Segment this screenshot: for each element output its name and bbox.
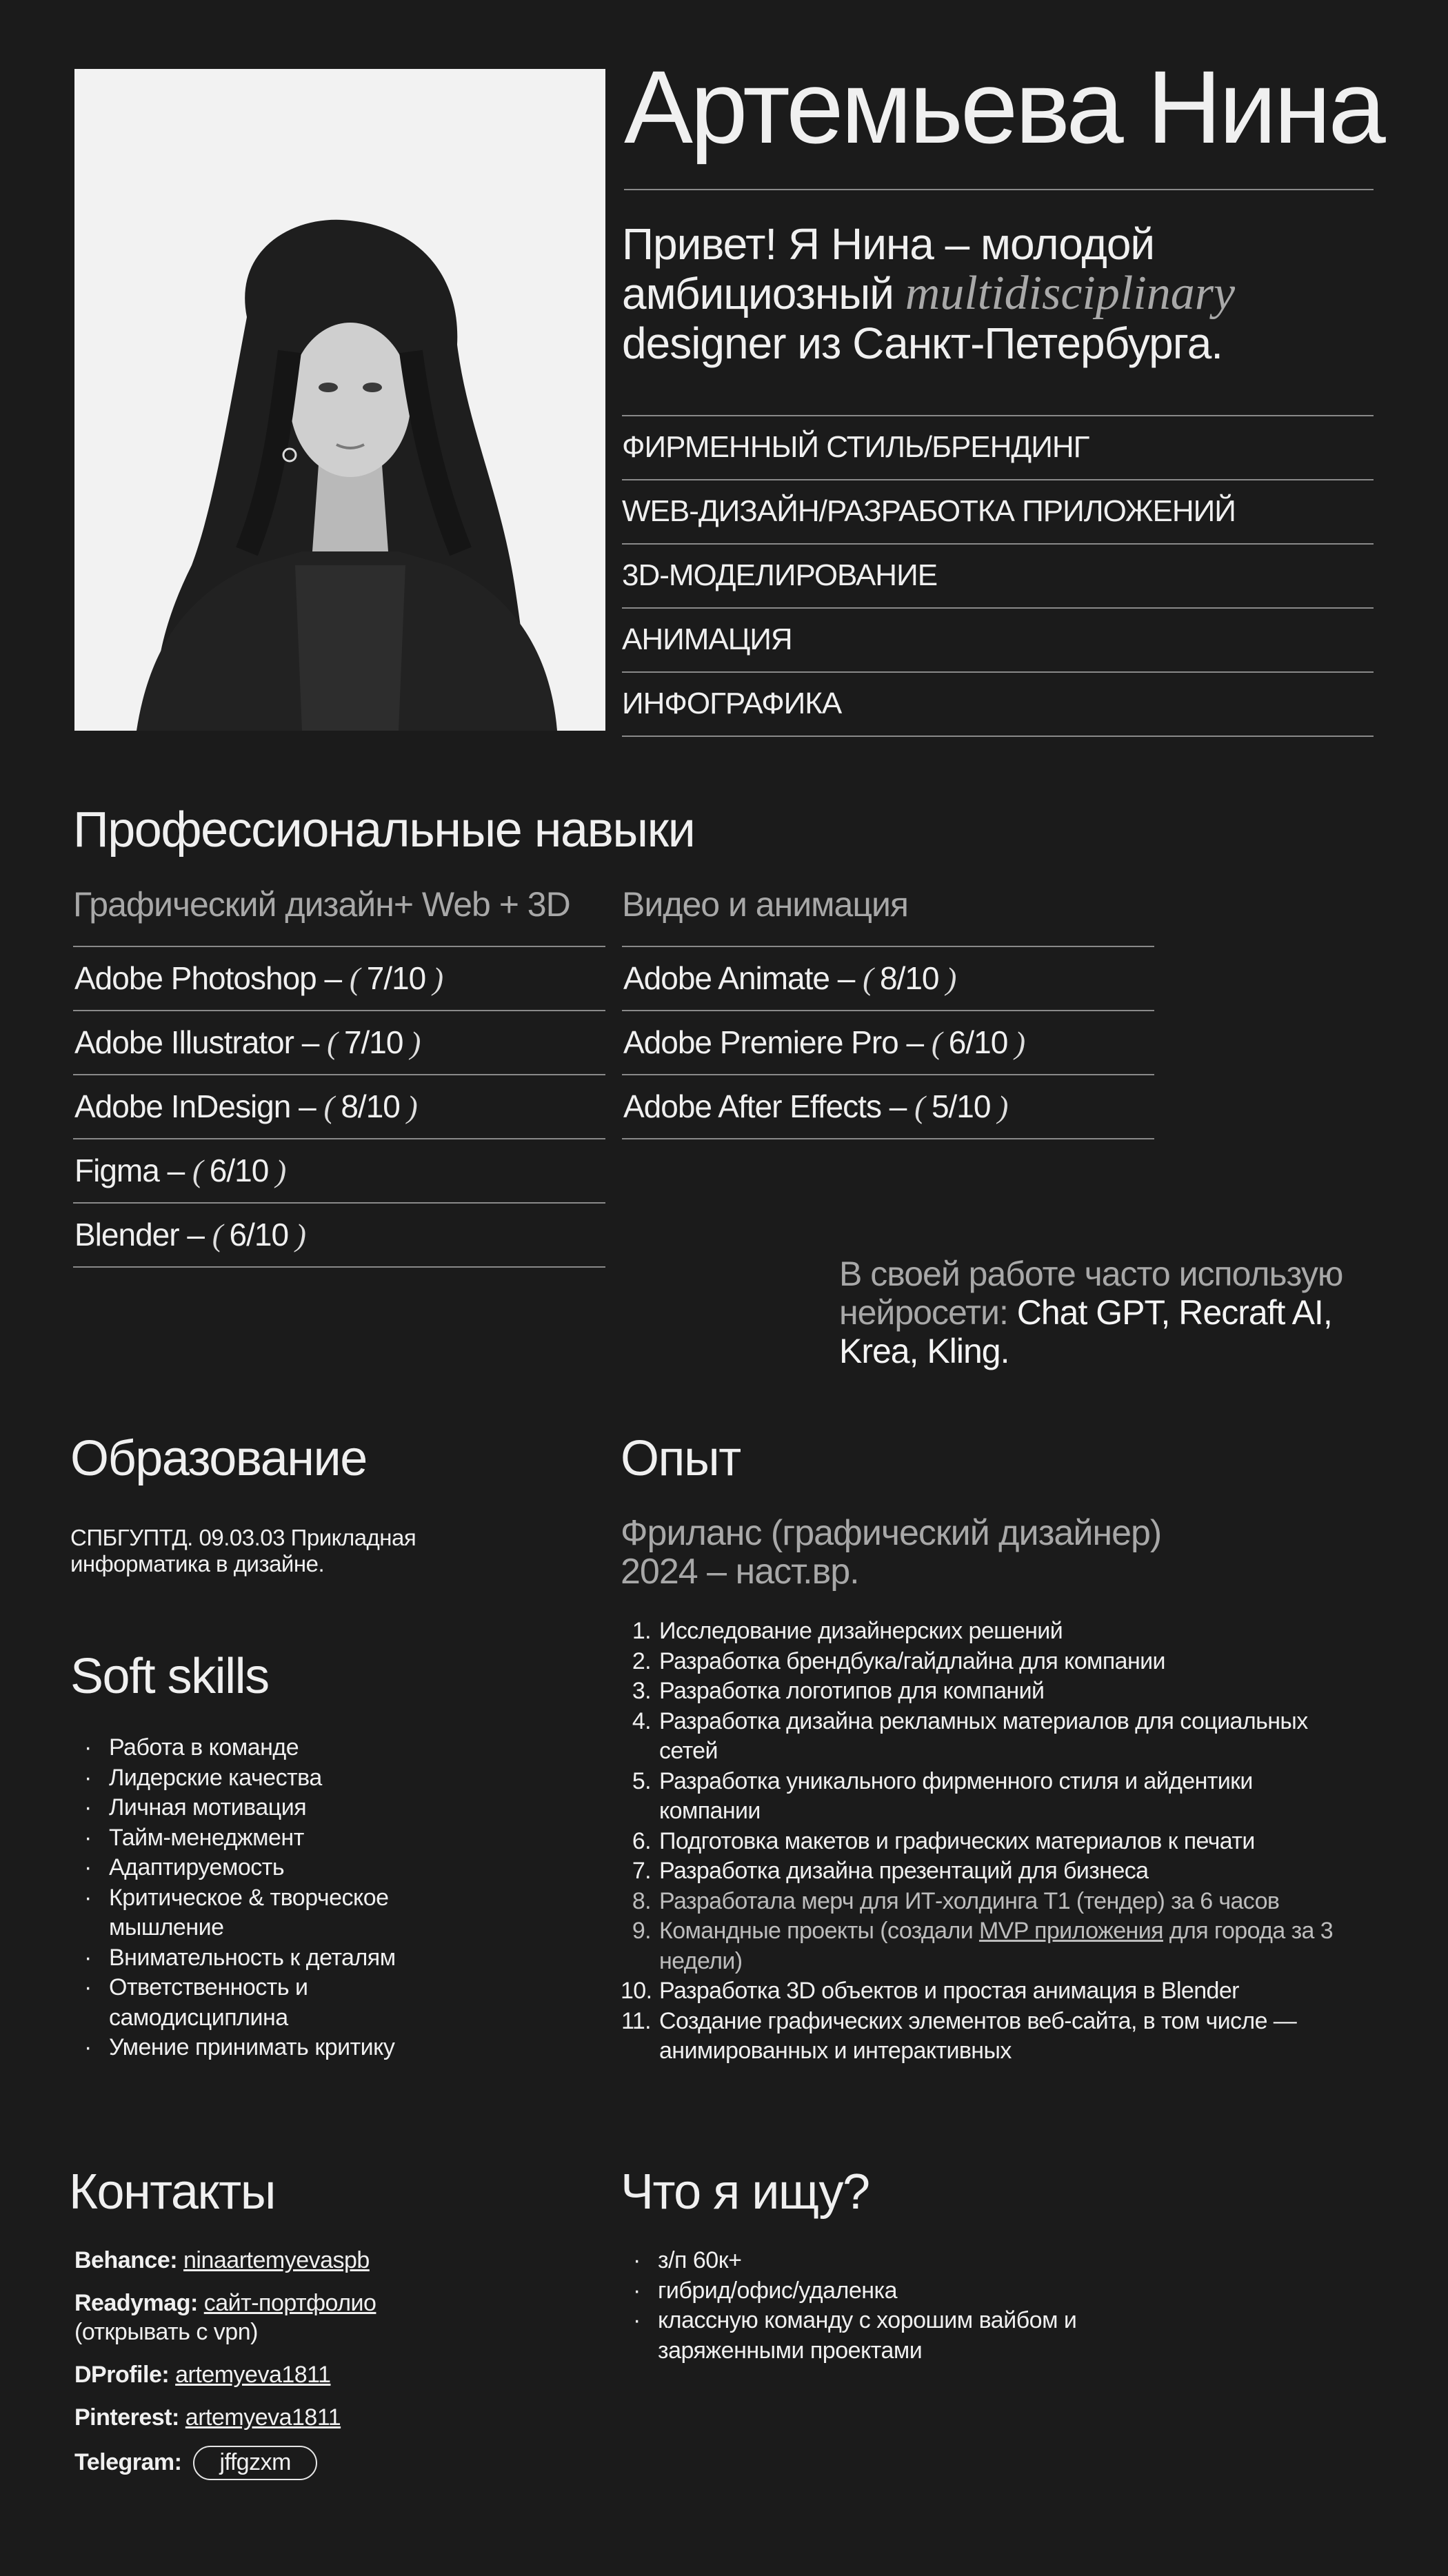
skill-row: Adobe Animate – ( 8/10 )	[622, 946, 1154, 1011]
soft-skills-heading: Soft skills	[70, 1649, 269, 1704]
list-item: 4. Разработка дизайна рекламных материалов для социальных сетей	[632, 1707, 1308, 1764]
looking-for-list	[621, 2246, 1089, 2366]
ai-tools-note	[839, 1255, 1391, 1370]
skills-col1-heading: Графический дизайн+ Web + 3D	[73, 885, 570, 924]
list-item: · классную команду с хорошим вайбом и заряженными проектами	[621, 2306, 1089, 2366]
service-item: 3D-МОДЕЛИРОВАНИЕ	[622, 543, 1374, 607]
skill-row: Adobe Illustrator – ( 7/10 )	[73, 1011, 605, 1075]
looking-for-heading: Что я ищу?	[621, 2164, 869, 2220]
list-item: 9. Командные проекты (создали MVP приложения для города за 3 недели)	[632, 1918, 1334, 1974]
contact-dprofile: DProfile: artemyeva1811	[74, 2362, 331, 2388]
skills-heading: Профессиональные навыки	[73, 802, 695, 858]
education-text: СПБГУПТД. 09.03.03 Прикладная информатика в дизайне.	[70, 1525, 416, 1576]
contact-behance: Behance: ninaartemyevaspb	[74, 2247, 370, 2273]
experience-heading: Опыт	[621, 1431, 741, 1486]
contact-pinterest: Pinterest: artemyeva1811	[74, 2404, 341, 2431]
ai-tools: Chat GPT, Recraft AI, Krea, Kling.	[839, 1293, 1332, 1370]
list-item: 5. Разработка уникального фирменного стиля и айдентики компании	[632, 1767, 1253, 1824]
list-item: 8. Разработала мерч для ИТ-холдинга Т1 (тендер) за 6 часов	[632, 1887, 1280, 1914]
contacts-heading: Контакты	[69, 2164, 275, 2220]
list-item: 6. Подготовка макетов и графических материалов к печати	[632, 1827, 1255, 1854]
experience-list	[621, 1616, 1338, 2067]
list-item: 1. Исследование дизайнерских решений	[632, 1618, 1063, 1644]
experience-period: 2024 – наст.вр.	[621, 1552, 859, 1592]
skill-row: Adobe InDesign – ( 8/10 )	[73, 1075, 605, 1139]
list-item: 7. Разработка дизайна презентаций для бизнеса	[632, 1858, 1149, 1884]
list-item: · Тайм-менеджмент	[72, 1823, 458, 1854]
list-item: · Личная мотивация	[72, 1793, 458, 1823]
skill-row: Adobe Premiere Pro – ( 6/10 )	[622, 1011, 1154, 1075]
pinterest-link[interactable]: artemyeva1811	[185, 2404, 341, 2431]
list-item: 2. Разработка брендбука/гайдлайна для компании	[632, 1647, 1165, 1674]
skill-row: Adobe Photoshop – ( 7/10 )	[73, 946, 605, 1011]
ai-lead: В своей работе часто использую нейросети:	[839, 1255, 1343, 1332]
skills-list-graphic	[73, 946, 605, 1268]
contacts-list	[74, 2246, 599, 2494]
skill-row: Figma – ( 6/10 )	[73, 1139, 605, 1204]
service-item: ИНФОГРАФИКА	[622, 671, 1374, 737]
list-item: 3. Разработка логотипов для компаний	[632, 1678, 1045, 1704]
skill-row: Blender – ( 6/10 )	[73, 1204, 605, 1268]
experience-role	[621, 1514, 1310, 1591]
skills-col2-heading: Видео и анимация	[622, 885, 908, 924]
list-item: 10. Разработка 3D объектов и простая анимация в Blender	[621, 1978, 1239, 2004]
education-heading: Образование	[70, 1431, 367, 1486]
experience-role-title: Фриланс (графический дизайнер)	[621, 1513, 1162, 1553]
behance-link[interactable]: ninaartemyevaspb	[183, 2247, 370, 2273]
telegram-button[interactable]: jffgzxm	[193, 2446, 317, 2480]
services-list	[622, 415, 1374, 737]
list-item: · Внимательность к деталям	[72, 1943, 458, 1974]
soft-skills-list	[72, 1733, 458, 2063]
mvp-app-link[interactable]: MVP приложения	[978, 1918, 1163, 1944]
intro-part1: Привет! Я Нина – молодой амбициозный	[622, 219, 1155, 318]
list-item: · Адаптируемость	[72, 1853, 458, 1883]
list-item: · Умение принимать критику	[72, 2033, 458, 2063]
skill-row: Adobe After Effects – ( 5/10 )	[622, 1075, 1154, 1139]
dprofile-link[interactable]: artemyeva1811	[175, 2362, 331, 2388]
list-item: 11. Создание графических элементов веб-сайта, в том числе — анимированных и интерактивных	[621, 2007, 1297, 2064]
service-item: АНИМАЦИЯ	[622, 607, 1374, 671]
portrait-photo	[74, 69, 605, 731]
list-item: · гибрид/офис/удаленка	[621, 2276, 1089, 2306]
list-item: · Лидерские качества	[72, 1763, 458, 1794]
intro-italic: multidisciplinary	[905, 267, 1236, 320]
intro-part2: designer из Санкт-Петербурга.	[622, 318, 1223, 368]
page-title: Артемьева Нина	[624, 49, 1383, 165]
readymag-link[interactable]: сайт-портфолио	[203, 2290, 376, 2316]
readymag-note: (открывать с vpn)	[74, 2319, 258, 2345]
skills-list-video	[622, 946, 1154, 1139]
list-item: · Работа в команде	[72, 1733, 458, 1763]
list-item: · з/п 60к+	[621, 2246, 1089, 2276]
service-item: ФИРМЕННЫЙ СТИЛЬ/БРЕНДИНГ	[622, 415, 1374, 479]
intro-text	[622, 219, 1374, 368]
service-item: WEB-ДИЗАЙН/РАЗРАБОТКА ПРИЛОЖЕНИЙ	[622, 479, 1374, 543]
list-item: · Ответственность и самодисциплина	[72, 1973, 458, 2033]
contact-readymag: Readymag: сайт-портфолио (открывать с vpn)	[74, 2290, 376, 2345]
list-item: · Критическое & творческое мышление	[72, 1883, 458, 1943]
title-divider	[624, 189, 1374, 190]
contact-telegram: Telegram: jffgzxm	[74, 2446, 599, 2480]
